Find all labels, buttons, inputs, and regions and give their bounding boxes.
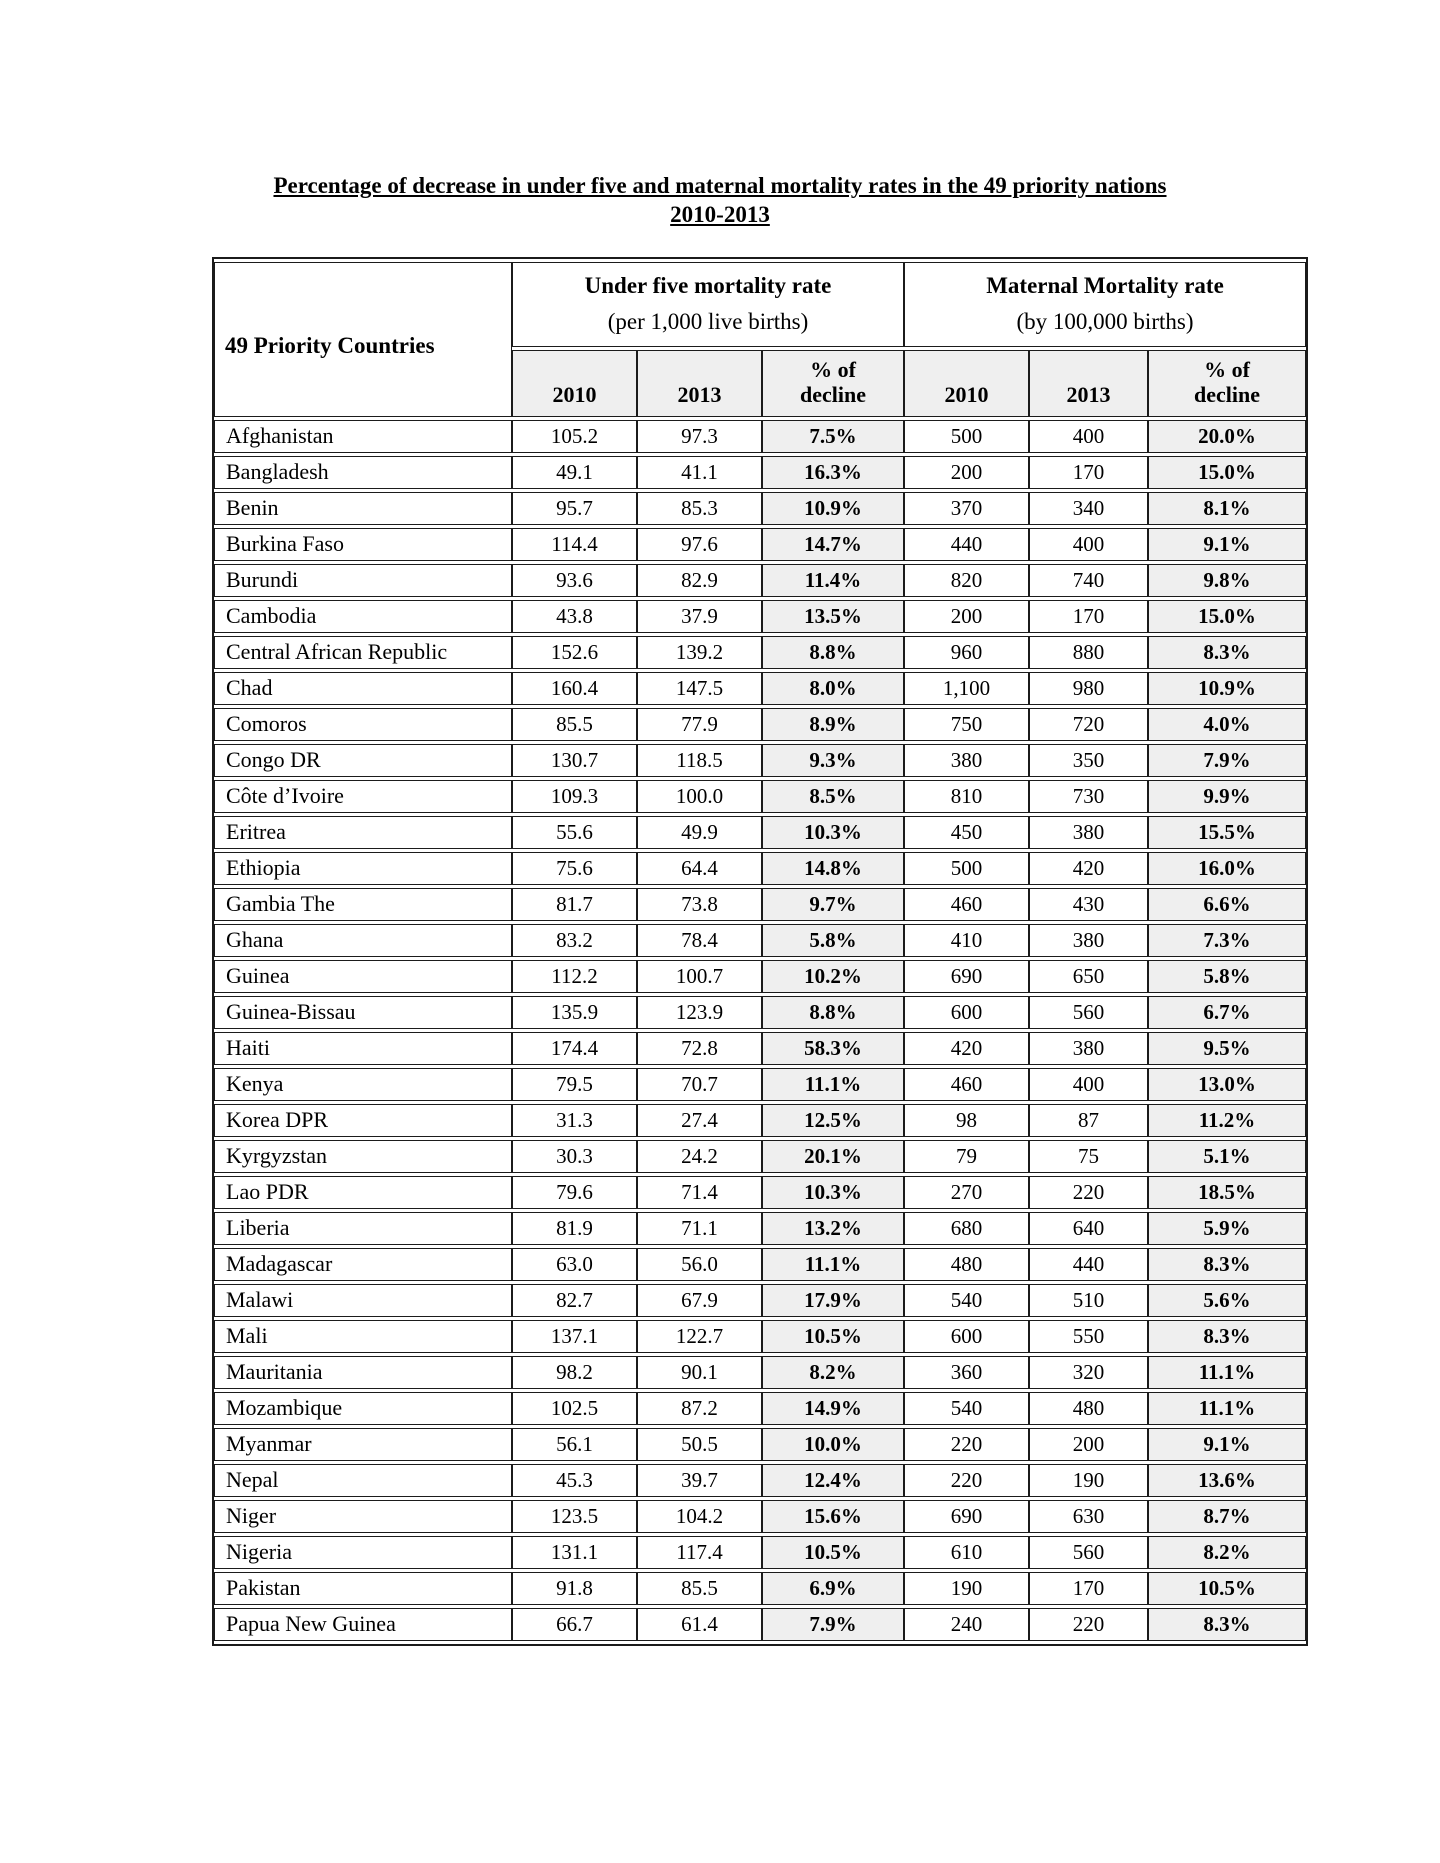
mm-2013-cell: 320 [1029, 1356, 1148, 1389]
mm-2010-cell: 270 [904, 1176, 1029, 1209]
mm-2010-cell: 680 [904, 1212, 1029, 1245]
uf-decline-cell: 10.3% [762, 1176, 904, 1209]
table-row [214, 852, 1306, 885]
col-header-uf-decline [762, 350, 904, 417]
table-row [214, 420, 1306, 453]
col-header-mm-decline [1148, 350, 1306, 417]
mm-2010-cell: 820 [904, 564, 1029, 597]
mm-decline-cell: 8.7% [1148, 1500, 1306, 1533]
mm-2013-cell: 650 [1029, 960, 1148, 993]
uf-2010-cell: 30.3 [512, 1140, 637, 1173]
mm-decline-cell: 15.0% [1148, 600, 1306, 633]
mm-decline-cell: 13.6% [1148, 1464, 1306, 1497]
country-cell: Niger [214, 1500, 512, 1533]
mortality-table [212, 257, 1308, 1646]
country-cell: Burundi [214, 564, 512, 597]
uf-decline-cell: 8.8% [762, 996, 904, 1029]
mm-decline-cell: 8.3% [1148, 1320, 1306, 1353]
uf-2013-cell: 27.4 [637, 1104, 762, 1137]
uf-decline-cell: 14.7% [762, 528, 904, 561]
uf-2010-cell: 105.2 [512, 420, 637, 453]
table-row [214, 1176, 1306, 1209]
uf-2013-cell: 50.5 [637, 1428, 762, 1461]
mm-decline-cell: 5.8% [1148, 960, 1306, 993]
mm-2013-cell: 560 [1029, 996, 1148, 1029]
group-subtitle-maternal: (by 100,000 births) [1016, 308, 1194, 334]
uf-2013-cell: 82.9 [637, 564, 762, 597]
mm-decline-cell: 18.5% [1148, 1176, 1306, 1209]
uf-2010-cell: 31.3 [512, 1104, 637, 1137]
table-row [214, 1608, 1306, 1641]
uf-2010-cell: 135.9 [512, 996, 637, 1029]
uf-decline-cell: 6.9% [762, 1572, 904, 1605]
mm-2010-cell: 410 [904, 924, 1029, 957]
mm-2010-cell: 540 [904, 1392, 1029, 1425]
document-page [0, 171, 1440, 1646]
table-row [214, 1068, 1306, 1101]
mm-2013-cell: 220 [1029, 1608, 1148, 1641]
mm-2010-cell: 690 [904, 1500, 1029, 1533]
table-row [214, 1140, 1306, 1173]
uf-decline-cell: 8.0% [762, 672, 904, 705]
uf-2013-cell: 73.8 [637, 888, 762, 921]
uf-decline-cell: 11.1% [762, 1248, 904, 1281]
mm-decline-cell: 6.6% [1148, 888, 1306, 921]
group-header-under-five [512, 262, 904, 347]
uf-2013-cell: 41.1 [637, 456, 762, 489]
country-cell: Madagascar [214, 1248, 512, 1281]
mm-2010-cell: 370 [904, 492, 1029, 525]
mm-2013-cell: 200 [1029, 1428, 1148, 1461]
uf-2013-cell: 97.6 [637, 528, 762, 561]
mm-2013-cell: 340 [1029, 492, 1148, 525]
country-cell: Guinea [214, 960, 512, 993]
mm-2010-cell: 360 [904, 1356, 1029, 1389]
mm-2013-cell: 720 [1029, 708, 1148, 741]
mm-2010-cell: 380 [904, 744, 1029, 777]
mm-2013-cell: 87 [1029, 1104, 1148, 1137]
mm-2013-cell: 350 [1029, 744, 1148, 777]
mm-2010-cell: 600 [904, 1320, 1029, 1353]
mm-decline-cell: 9.8% [1148, 564, 1306, 597]
table-row [214, 780, 1306, 813]
mm-2013-cell: 380 [1029, 816, 1148, 849]
table-row [214, 1248, 1306, 1281]
uf-decline-cell: 7.9% [762, 1608, 904, 1641]
mm-2010-cell: 200 [904, 456, 1029, 489]
mm-2013-cell: 420 [1029, 852, 1148, 885]
mm-decline-cell: 20.0% [1148, 420, 1306, 453]
mm-2013-cell: 75 [1029, 1140, 1148, 1173]
mm-2010-cell: 690 [904, 960, 1029, 993]
uf-2013-cell: 123.9 [637, 996, 762, 1029]
mm-decline-cell: 8.1% [1148, 492, 1306, 525]
mm-2010-cell: 750 [904, 708, 1029, 741]
uf-decline-cell: 10.9% [762, 492, 904, 525]
mm-decline-cell: 9.1% [1148, 528, 1306, 561]
uf-decline-cell: 13.5% [762, 600, 904, 633]
uf-2013-cell: 77.9 [637, 708, 762, 741]
mm-decline-cell: 9.9% [1148, 780, 1306, 813]
uf-2013-cell: 56.0 [637, 1248, 762, 1281]
mm-2010-cell: 79 [904, 1140, 1029, 1173]
document-title [0, 171, 1440, 230]
country-cell: Haiti [214, 1032, 512, 1065]
mm-2010-cell: 420 [904, 1032, 1029, 1065]
country-cell: Liberia [214, 1212, 512, 1245]
country-cell: Afghanistan [214, 420, 512, 453]
uf-2010-cell: 98.2 [512, 1356, 637, 1389]
table-row [214, 528, 1306, 561]
mm-decline-cell: 15.0% [1148, 456, 1306, 489]
mm-2010-cell: 190 [904, 1572, 1029, 1605]
table-row [214, 996, 1306, 1029]
mm-2013-cell: 430 [1029, 888, 1148, 921]
mm-decline-cell: 8.2% [1148, 1536, 1306, 1569]
title-line-1: Percentage of decrease in under five and maternal mortality rates in the 49 priority nations [273, 173, 1167, 198]
mm-decline-cell: 5.9% [1148, 1212, 1306, 1245]
uf-2010-cell: 81.7 [512, 888, 637, 921]
uf-2010-cell: 85.5 [512, 708, 637, 741]
mm-decline-cell: 8.3% [1148, 636, 1306, 669]
uf-2013-cell: 85.5 [637, 1572, 762, 1605]
mm-2013-cell: 630 [1029, 1500, 1148, 1533]
mm-decline-cell: 11.1% [1148, 1356, 1306, 1389]
uf-2010-cell: 91.8 [512, 1572, 637, 1605]
mm-decline-cell: 10.5% [1148, 1572, 1306, 1605]
mm-2013-cell: 380 [1029, 1032, 1148, 1065]
mm-2013-cell: 730 [1029, 780, 1148, 813]
col-header-mm-2010: 2010 [904, 350, 1029, 417]
uf-2010-cell: 56.1 [512, 1428, 637, 1461]
uf-2010-cell: 79.5 [512, 1068, 637, 1101]
uf-2010-cell: 83.2 [512, 924, 637, 957]
uf-2010-cell: 55.6 [512, 816, 637, 849]
country-cell: Mali [214, 1320, 512, 1353]
uf-2013-cell: 64.4 [637, 852, 762, 885]
mm-2013-cell: 170 [1029, 600, 1148, 633]
mm-2010-cell: 500 [904, 852, 1029, 885]
uf-decline-cell: 8.8% [762, 636, 904, 669]
table-row [214, 1464, 1306, 1497]
country-cell: Chad [214, 672, 512, 705]
mm-decline-cell: 7.9% [1148, 744, 1306, 777]
uf-2013-cell: 78.4 [637, 924, 762, 957]
uf-2013-cell: 100.7 [637, 960, 762, 993]
mm-2010-cell: 440 [904, 528, 1029, 561]
col-header-uf-2010: 2010 [512, 350, 637, 417]
uf-2010-cell: 45.3 [512, 1464, 637, 1497]
uf-2013-cell: 117.4 [637, 1536, 762, 1569]
mm-decline-cell: 11.2% [1148, 1104, 1306, 1137]
mm-decline-cell: 8.3% [1148, 1608, 1306, 1641]
mm-decline-cell: 4.0% [1148, 708, 1306, 741]
uf-2010-cell: 109.3 [512, 780, 637, 813]
uf-decline-cell: 58.3% [762, 1032, 904, 1065]
table-body [214, 420, 1306, 1641]
mm-2010-cell: 1,100 [904, 672, 1029, 705]
uf-2013-cell: 39.7 [637, 1464, 762, 1497]
uf-2013-cell: 71.4 [637, 1176, 762, 1209]
mm-2010-cell: 960 [904, 636, 1029, 669]
mm-decline-cell: 5.6% [1148, 1284, 1306, 1317]
uf-2010-cell: 114.4 [512, 528, 637, 561]
uf-2010-cell: 79.6 [512, 1176, 637, 1209]
uf-decline-cell: 8.2% [762, 1356, 904, 1389]
mm-decline-cell: 11.1% [1148, 1392, 1306, 1425]
country-cell: Lao PDR [214, 1176, 512, 1209]
uf-2010-cell: 123.5 [512, 1500, 637, 1533]
col-header-uf-decline-label: % of decline [800, 356, 866, 407]
uf-decline-cell: 15.6% [762, 1500, 904, 1533]
country-cell: Mozambique [214, 1392, 512, 1425]
mm-decline-cell: 15.5% [1148, 816, 1306, 849]
table-row [214, 564, 1306, 597]
table-row [214, 1212, 1306, 1245]
mm-2010-cell: 460 [904, 888, 1029, 921]
table-row [214, 1032, 1306, 1065]
table-row [214, 888, 1306, 921]
mm-decline-cell: 9.5% [1148, 1032, 1306, 1065]
table-row [214, 600, 1306, 633]
uf-2010-cell: 137.1 [512, 1320, 637, 1353]
uf-decline-cell: 10.2% [762, 960, 904, 993]
uf-2010-cell: 81.9 [512, 1212, 637, 1245]
table-row [214, 1536, 1306, 1569]
uf-2010-cell: 63.0 [512, 1248, 637, 1281]
uf-2013-cell: 71.1 [637, 1212, 762, 1245]
mm-2013-cell: 170 [1029, 456, 1148, 489]
group-subtitle-under-five: (per 1,000 live births) [607, 308, 809, 334]
uf-2010-cell: 130.7 [512, 744, 637, 777]
uf-decline-cell: 10.0% [762, 1428, 904, 1461]
uf-decline-cell: 20.1% [762, 1140, 904, 1173]
uf-2013-cell: 37.9 [637, 600, 762, 633]
uf-decline-cell: 17.9% [762, 1284, 904, 1317]
uf-2010-cell: 93.6 [512, 564, 637, 597]
uf-2010-cell: 174.4 [512, 1032, 637, 1065]
mm-2013-cell: 380 [1029, 924, 1148, 957]
mm-decline-cell: 8.3% [1148, 1248, 1306, 1281]
country-cell: Kenya [214, 1068, 512, 1101]
mm-2013-cell: 400 [1029, 528, 1148, 561]
mm-2013-cell: 480 [1029, 1392, 1148, 1425]
uf-decline-cell: 16.3% [762, 456, 904, 489]
table-row [214, 1572, 1306, 1605]
uf-2013-cell: 147.5 [637, 672, 762, 705]
mm-2010-cell: 460 [904, 1068, 1029, 1101]
mm-2013-cell: 740 [1029, 564, 1148, 597]
corner-header: 49 Priority Countries [214, 262, 512, 417]
country-cell: Côte d’Ivoire [214, 780, 512, 813]
uf-decline-cell: 13.2% [762, 1212, 904, 1245]
country-cell: Burkina Faso [214, 528, 512, 561]
col-header-mm-2013: 2013 [1029, 350, 1148, 417]
table-row [214, 1356, 1306, 1389]
title-line-2: 2010-2013 [670, 202, 770, 228]
mm-2010-cell: 600 [904, 996, 1029, 1029]
uf-2010-cell: 82.7 [512, 1284, 637, 1317]
uf-2013-cell: 67.9 [637, 1284, 762, 1317]
mm-2010-cell: 480 [904, 1248, 1029, 1281]
mm-decline-cell: 16.0% [1148, 852, 1306, 885]
mm-2013-cell: 400 [1029, 420, 1148, 453]
country-cell: Ghana [214, 924, 512, 957]
uf-decline-cell: 5.8% [762, 924, 904, 957]
table-row [214, 744, 1306, 777]
uf-2010-cell: 43.8 [512, 600, 637, 633]
country-cell: Congo DR [214, 744, 512, 777]
mm-2013-cell: 560 [1029, 1536, 1148, 1569]
uf-decline-cell: 9.3% [762, 744, 904, 777]
mm-2013-cell: 640 [1029, 1212, 1148, 1245]
country-cell: Bangladesh [214, 456, 512, 489]
mm-decline-cell: 9.1% [1148, 1428, 1306, 1461]
uf-decline-cell: 11.4% [762, 564, 904, 597]
country-cell: Nepal [214, 1464, 512, 1497]
uf-2010-cell: 66.7 [512, 1608, 637, 1641]
uf-2013-cell: 104.2 [637, 1500, 762, 1533]
uf-decline-cell: 8.9% [762, 708, 904, 741]
mm-2010-cell: 98 [904, 1104, 1029, 1137]
mm-decline-cell: 6.7% [1148, 996, 1306, 1029]
country-cell: Pakistan [214, 1572, 512, 1605]
mm-2013-cell: 170 [1029, 1572, 1148, 1605]
group-header-row [214, 262, 1306, 347]
country-cell: Benin [214, 492, 512, 525]
country-cell: Comoros [214, 708, 512, 741]
uf-2013-cell: 97.3 [637, 420, 762, 453]
uf-2013-cell: 70.7 [637, 1068, 762, 1101]
group-header-maternal [904, 262, 1306, 347]
uf-decline-cell: 12.4% [762, 1464, 904, 1497]
mm-2013-cell: 880 [1029, 636, 1148, 669]
uf-2013-cell: 122.7 [637, 1320, 762, 1353]
uf-2010-cell: 160.4 [512, 672, 637, 705]
uf-2013-cell: 24.2 [637, 1140, 762, 1173]
country-cell: Myanmar [214, 1428, 512, 1461]
uf-2010-cell: 75.6 [512, 852, 637, 885]
table-row [214, 1392, 1306, 1425]
mm-2013-cell: 550 [1029, 1320, 1148, 1353]
uf-decline-cell: 10.3% [762, 816, 904, 849]
uf-decline-cell: 12.5% [762, 1104, 904, 1137]
table-row [214, 672, 1306, 705]
table-row [214, 960, 1306, 993]
table-row [214, 492, 1306, 525]
country-cell: Central African Republic [214, 636, 512, 669]
uf-decline-cell: 11.1% [762, 1068, 904, 1101]
uf-2010-cell: 112.2 [512, 960, 637, 993]
country-cell: Kyrgyzstan [214, 1140, 512, 1173]
country-cell: Gambia The [214, 888, 512, 921]
uf-2010-cell: 102.5 [512, 1392, 637, 1425]
uf-2010-cell: 131.1 [512, 1536, 637, 1569]
table-row [214, 636, 1306, 669]
uf-decline-cell: 10.5% [762, 1320, 904, 1353]
uf-decline-cell: 7.5% [762, 420, 904, 453]
mm-2010-cell: 540 [904, 1284, 1029, 1317]
uf-2013-cell: 100.0 [637, 780, 762, 813]
uf-2013-cell: 118.5 [637, 744, 762, 777]
uf-2013-cell: 90.1 [637, 1356, 762, 1389]
uf-2013-cell: 72.8 [637, 1032, 762, 1065]
uf-2013-cell: 49.9 [637, 816, 762, 849]
country-cell: Ethiopia [214, 852, 512, 885]
country-cell: Korea DPR [214, 1104, 512, 1137]
uf-decline-cell: 10.5% [762, 1536, 904, 1569]
uf-2013-cell: 87.2 [637, 1392, 762, 1425]
uf-2013-cell: 61.4 [637, 1608, 762, 1641]
uf-2010-cell: 95.7 [512, 492, 637, 525]
country-cell: Mauritania [214, 1356, 512, 1389]
group-title-maternal: Maternal Mortality rate [986, 272, 1224, 298]
uf-2013-cell: 85.3 [637, 492, 762, 525]
mm-2013-cell: 400 [1029, 1068, 1148, 1101]
mm-2013-cell: 440 [1029, 1248, 1148, 1281]
mm-2010-cell: 220 [904, 1428, 1029, 1461]
country-cell: Nigeria [214, 1536, 512, 1569]
col-header-uf-2013: 2013 [637, 350, 762, 417]
table-row [214, 708, 1306, 741]
uf-decline-cell: 8.5% [762, 780, 904, 813]
uf-2010-cell: 152.6 [512, 636, 637, 669]
table-row [214, 456, 1306, 489]
uf-2010-cell: 49.1 [512, 456, 637, 489]
mm-2010-cell: 450 [904, 816, 1029, 849]
col-header-mm-decline-label: % of decline [1194, 356, 1260, 407]
mm-decline-cell: 7.3% [1148, 924, 1306, 957]
country-cell: Guinea-Bissau [214, 996, 512, 1029]
mm-2013-cell: 510 [1029, 1284, 1148, 1317]
mm-2010-cell: 200 [904, 600, 1029, 633]
table-row [214, 1104, 1306, 1137]
table-row [214, 1320, 1306, 1353]
country-cell: Eritrea [214, 816, 512, 849]
mm-decline-cell: 13.0% [1148, 1068, 1306, 1101]
uf-2013-cell: 139.2 [637, 636, 762, 669]
mm-2010-cell: 610 [904, 1536, 1029, 1569]
table-row [214, 924, 1306, 957]
country-cell: Papua New Guinea [214, 1608, 512, 1641]
country-cell: Cambodia [214, 600, 512, 633]
mm-2010-cell: 500 [904, 420, 1029, 453]
group-title-under-five: Under five mortality rate [584, 272, 832, 298]
country-cell: Malawi [214, 1284, 512, 1317]
mm-decline-cell: 10.9% [1148, 672, 1306, 705]
table-row [214, 816, 1306, 849]
table-row [214, 1428, 1306, 1461]
mm-2013-cell: 980 [1029, 672, 1148, 705]
mm-2013-cell: 220 [1029, 1176, 1148, 1209]
mm-2010-cell: 240 [904, 1608, 1029, 1641]
mm-2010-cell: 810 [904, 780, 1029, 813]
uf-decline-cell: 14.9% [762, 1392, 904, 1425]
uf-decline-cell: 9.7% [762, 888, 904, 921]
table-row [214, 1500, 1306, 1533]
mm-decline-cell: 5.1% [1148, 1140, 1306, 1173]
mm-2013-cell: 190 [1029, 1464, 1148, 1497]
table-row [214, 1284, 1306, 1317]
mm-2010-cell: 220 [904, 1464, 1029, 1497]
uf-decline-cell: 14.8% [762, 852, 904, 885]
